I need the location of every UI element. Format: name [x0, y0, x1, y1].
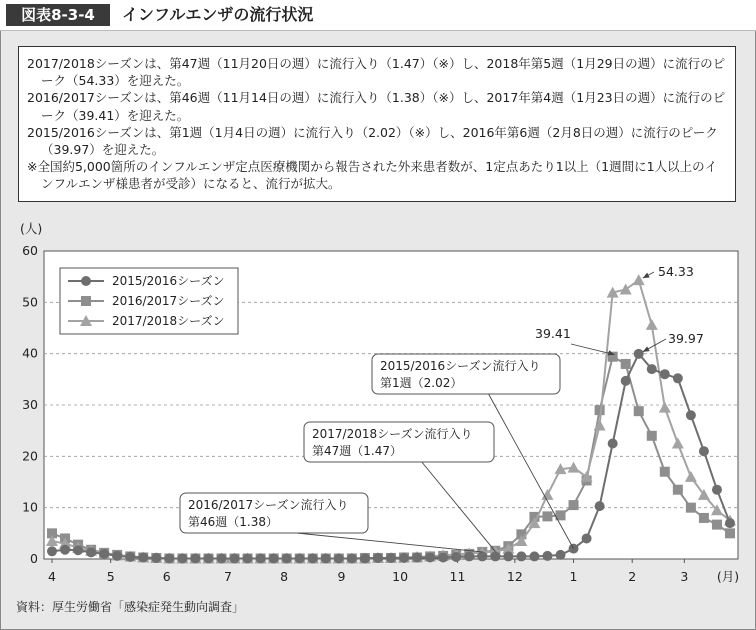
data-point-circle	[412, 552, 422, 562]
data-point-circle	[203, 553, 213, 563]
data-point-circle	[60, 545, 70, 555]
figure-label: 図表8-3-4	[6, 4, 110, 26]
note-footnote: ※全国約5,000箇所のインフルエンザ定点医療機関から報告された外来患者数が、1定点あたり1以上（1週間に1人以上のインフルエンザ様患者が受診）になると、流行が拡大。	[27, 159, 718, 192]
data-point-square	[647, 431, 657, 441]
source-note: 資料：厚生労働省「感染症発生動向調査」	[16, 600, 245, 614]
figure-header	[0, 0, 756, 31]
x-tick-label: 8	[280, 569, 289, 584]
y-tick-label: 0	[30, 551, 38, 566]
x-tick-label: 5	[106, 569, 115, 584]
data-point-circle	[112, 551, 122, 561]
legend-entry: 2016/2017シーズン	[112, 294, 225, 308]
data-point-square	[595, 405, 605, 415]
data-point-square	[542, 511, 552, 521]
y-tick-label: 10	[22, 499, 38, 515]
data-point-circle	[634, 349, 644, 359]
data-point-circle	[556, 550, 566, 560]
data-point-circle	[529, 551, 539, 561]
legend-entry: 2017/2018シーズン	[112, 314, 225, 328]
x-tick-label: 4	[48, 569, 56, 584]
data-point-square	[725, 528, 735, 538]
data-point-circle	[334, 553, 344, 563]
data-point-circle	[686, 410, 696, 420]
note-2015-2016: 2015/2016シーズンは、第1週（1月4日の週）に流行入り（2.02）（※）し、2016年第6週（2月8日の週）に流行のピーク（39.97）を迎えた。	[27, 124, 718, 158]
data-point-square	[660, 467, 670, 477]
data-point-circle	[360, 553, 370, 563]
y-tick-label: 20	[22, 448, 38, 464]
data-point-circle	[542, 551, 552, 561]
data-point-square	[673, 485, 683, 495]
data-point-square	[686, 503, 696, 513]
callout-text: 第47週（1.47）	[312, 444, 402, 458]
data-point-circle	[295, 553, 305, 563]
data-point-circle	[608, 439, 618, 449]
data-point-circle	[308, 553, 318, 563]
data-point-circle	[699, 446, 709, 456]
data-point-circle	[125, 552, 135, 562]
data-point-square	[621, 359, 631, 369]
callout-text: 2016/2017シーズン流行入り	[188, 498, 349, 512]
data-point-circle	[86, 547, 96, 557]
data-point-square	[634, 406, 644, 416]
data-point-circle	[138, 552, 148, 562]
data-point-circle	[347, 553, 357, 563]
data-point-circle	[725, 518, 735, 528]
data-point-circle	[647, 364, 657, 374]
data-point-circle	[230, 553, 240, 563]
x-axis-label: (月)	[716, 569, 740, 584]
peak-label: 39.97	[668, 331, 704, 346]
data-point-circle	[582, 533, 592, 543]
data-point-circle	[503, 551, 513, 561]
data-point-circle	[386, 553, 396, 563]
x-tick-label: 12	[506, 569, 523, 584]
y-tick-label: 60	[22, 243, 38, 258]
peak-label: 54.33	[658, 264, 694, 279]
x-tick-label: 1	[569, 569, 578, 584]
data-point-square	[699, 513, 709, 523]
x-tick-label: 6	[162, 569, 171, 584]
x-tick-label: 9	[337, 569, 346, 584]
data-point-circle	[425, 552, 435, 562]
data-point-circle	[321, 553, 331, 563]
x-tick-label: 11	[449, 569, 466, 584]
data-point-circle	[660, 369, 670, 379]
peak-label: 39.41	[535, 326, 571, 341]
line-chart	[0, 210, 756, 595]
data-point-circle	[399, 553, 409, 563]
data-point-circle	[256, 553, 266, 563]
data-point-circle	[464, 551, 474, 561]
note-2016-2017: 2016/2017シーズンは、第46週（11月14日の週）に流行入り（1.38）（※）し、2017年第4週（1月23日の週）に流行のピーク（39.41）を迎えた。	[27, 90, 726, 123]
data-point-circle	[164, 553, 174, 563]
x-tick-label: 3	[680, 569, 689, 584]
data-point-circle	[621, 376, 631, 386]
notes-box	[18, 46, 736, 202]
data-point-circle	[243, 553, 253, 563]
legend-entry: 2015/2016シーズン	[112, 274, 225, 288]
data-point-circle	[490, 551, 500, 561]
note-2017-2018: 2017/2018シーズンは、第47週（11月20日の週）に流行入り（1.47）（※）し、2018年第5週（1月29日の週）に流行のピーク（54.33）を迎えた。	[27, 56, 726, 89]
x-tick-label: 7	[224, 569, 232, 584]
data-point-circle	[477, 551, 487, 561]
data-point-circle	[451, 552, 461, 562]
data-point-circle	[73, 545, 83, 555]
data-point-circle	[595, 501, 605, 511]
x-tick-label: 10	[392, 569, 409, 584]
x-tick-label: 2	[628, 569, 637, 584]
y-tick-label: 30	[22, 397, 38, 412]
y-tick-label: 50	[22, 294, 38, 310]
callout-text: 第46週（1.38）	[188, 515, 278, 529]
data-point-circle	[438, 552, 448, 562]
y-tick-label: 40	[22, 345, 38, 361]
data-point-circle	[712, 485, 722, 495]
data-point-circle	[99, 549, 109, 559]
callout-text: 第1週（2.02）	[380, 376, 463, 390]
data-point-circle	[373, 553, 383, 563]
data-point-circle	[190, 553, 200, 563]
data-point-circle	[81, 276, 91, 286]
figure-title: インフルエンザの流行状況	[122, 5, 314, 24]
data-point-circle	[673, 373, 683, 383]
data-point-square	[81, 296, 91, 306]
y-axis-label: (人)	[20, 221, 43, 236]
data-point-circle	[177, 553, 187, 563]
callout-text: 2015/2016シーズン流行入り	[380, 359, 541, 373]
data-point-circle	[282, 553, 292, 563]
data-point-square	[712, 520, 722, 530]
data-point-circle	[151, 553, 161, 563]
data-point-square	[569, 500, 579, 510]
data-point-circle	[217, 553, 227, 563]
data-point-circle	[47, 546, 57, 556]
data-point-circle	[269, 553, 279, 563]
callout-text: 2017/2018シーズン流行入り	[312, 427, 473, 441]
data-point-circle	[516, 551, 526, 561]
